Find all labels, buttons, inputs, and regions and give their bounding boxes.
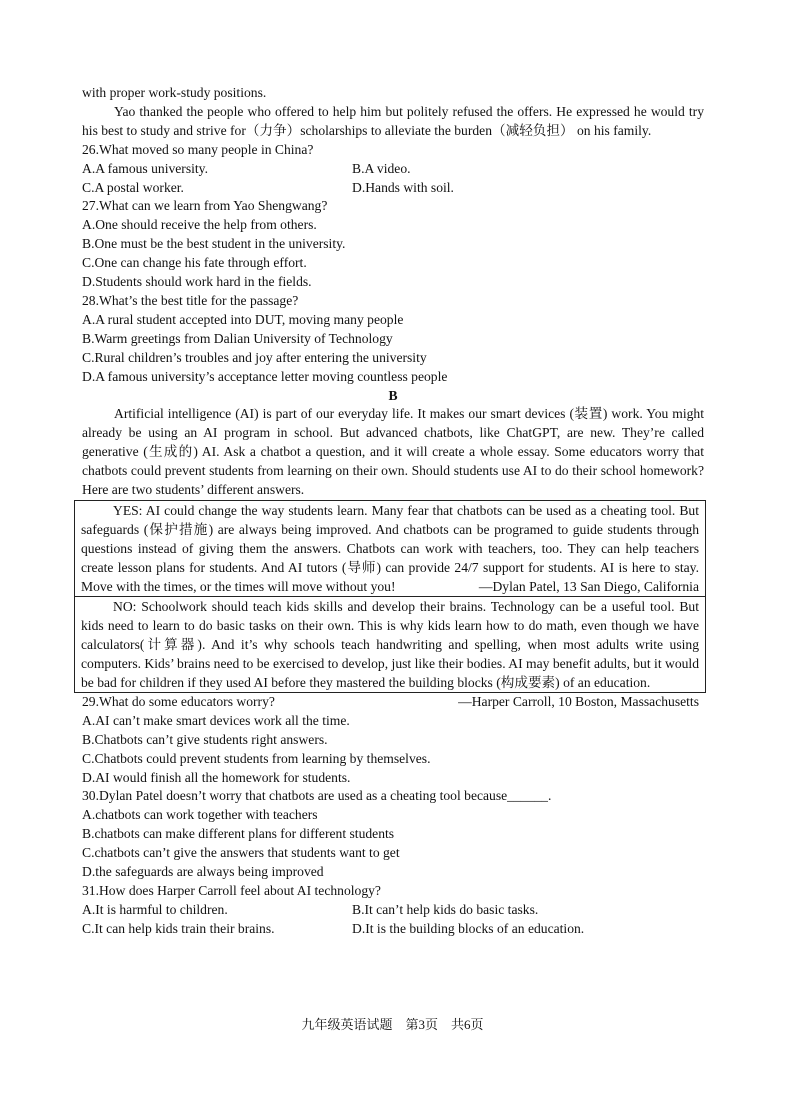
option-c: C.A postal worker.	[82, 179, 184, 195]
option-b: B.Warm greetings from Dalian University of Technology	[82, 330, 393, 346]
option-a: A.chatbots can work together with teachers	[82, 807, 318, 823]
yes-opinion-signature: —Dylan Patel, 13 San Diego, California	[478, 578, 699, 594]
option-d: D.A famous university’s acceptance letter moving countless people	[82, 368, 448, 384]
yes-opinion-text: YES: AI could change the way students learn. Many fear that chatbots can be used as a cheating tool. But safeguards (保护措施) are always being improved. And chatbots can be programed to guide students through questions instead of giving them the answers. Chatbots can work with teachers, too. They can help teachers create lesson plans for students. And AI tutors (导师) can provide 24/7 support for students. AI is here to stay. Move with the times, or the times will move without you!	[81, 502, 699, 594]
option-b: B.One must be the best student in the university.	[82, 236, 346, 252]
option-a: A.One should receive the help from others.	[82, 217, 317, 233]
question-stem: 27.What can we learn from Yao Shengwang?	[82, 198, 328, 214]
option-a: A.A rural student accepted into DUT, moving many people	[82, 311, 404, 327]
question-31	[82, 882, 704, 939]
question-stem: 30.Dylan Patel doesn’t worry that chatbots are used as a cheating tool because______.	[82, 788, 552, 804]
option-b: B.A video.	[352, 160, 411, 176]
question-stem: 28.What’s the best title for the passage?	[82, 292, 299, 308]
option-b: B.Chatbots can’t give students right answers.	[82, 731, 328, 747]
question-stem: 26.What moved so many people in China?	[82, 141, 314, 157]
option-a: A.It is harmful to children.	[82, 901, 228, 917]
option-c: C.Rural children’s troubles and joy after entering the university	[82, 349, 427, 365]
passage-a-paragraph: Yao thanked the people who offered to help him but politely refused the offers. He expressed he would try his best to study and strive for（力争）scholarships to alleviate the burden（减轻负担） on his family.	[82, 103, 704, 138]
option-d: D.AI would finish all the homework for students.	[82, 769, 351, 785]
question-28	[82, 292, 704, 387]
option-d: D.Students should work hard in the fields.	[82, 274, 312, 290]
no-opinion-signature: —Harper Carroll, 10 Boston, Massachusetts	[458, 693, 699, 709]
option-a: A.A famous university.	[82, 160, 208, 176]
option-c: C.One can change his fate through effort.	[82, 255, 307, 271]
question-stem: 31.How does Harper Carroll feel about AI technology?	[82, 883, 381, 898]
question-30	[82, 787, 704, 882]
exam-page	[82, 84, 704, 939]
option-b: B.It can’t help kids do basic tasks.	[352, 901, 539, 917]
option-c: C.Chatbots could prevent students from learning by themselves.	[82, 750, 431, 766]
option-d: D.It is the building blocks of an education.	[352, 920, 585, 936]
passage-a-tail: with proper work-study positions.	[82, 85, 267, 100]
section-b-intro: Artificial intelligence (AI) is part of our everyday life. It makes our smart devices (装置) work. You might already be using an AI program in school. But advanced chatbots, like ChatGPT, are new. They’re called generative (生成的) AI. Ask a chatbot a question, and it will create a whole essay. Some educators worry that chatbots could prevent students from learning on their own. Should students use AI to do their school homework? Here are two students’ different answers.	[82, 406, 704, 498]
section-b-heading: B	[388, 387, 398, 403]
yes-opinion-box	[74, 500, 706, 597]
option-a: A.AI can’t make smart devices work all the time.	[82, 712, 350, 728]
option-d: D.Hands with soil.	[352, 179, 454, 195]
option-c: C.chatbots can’t give the answers that students want to get	[82, 845, 400, 861]
option-d: D.the safeguards are always being improved	[82, 864, 324, 880]
option-c: C.It can help kids train their brains.	[82, 920, 275, 936]
question-27	[82, 197, 704, 292]
no-opinion-text: NO: Schoolwork should teach kids skills and develop their brains. Technology can be a useful tool. But kids need to learn to do basic tasks on their own. This is why kids learn how to do math, even though we have calculators(计算器). And it’s why schools teach handwriting and spelling, when most adults write using computers. Kids’ brains need to be exercised to develop, just like their bodies. AI may benefit adults, but it would be bad for children if they used AI before they mastered the building blocks (构成要素) of an education.	[81, 598, 699, 690]
option-b: B.chatbots can make different plans for different students	[82, 826, 395, 842]
question-stem: 29.What do some educators worry?	[82, 693, 275, 709]
question-26	[82, 141, 704, 198]
page-footer: 九年级英语试题 第3页 共6页	[301, 1017, 484, 1032]
